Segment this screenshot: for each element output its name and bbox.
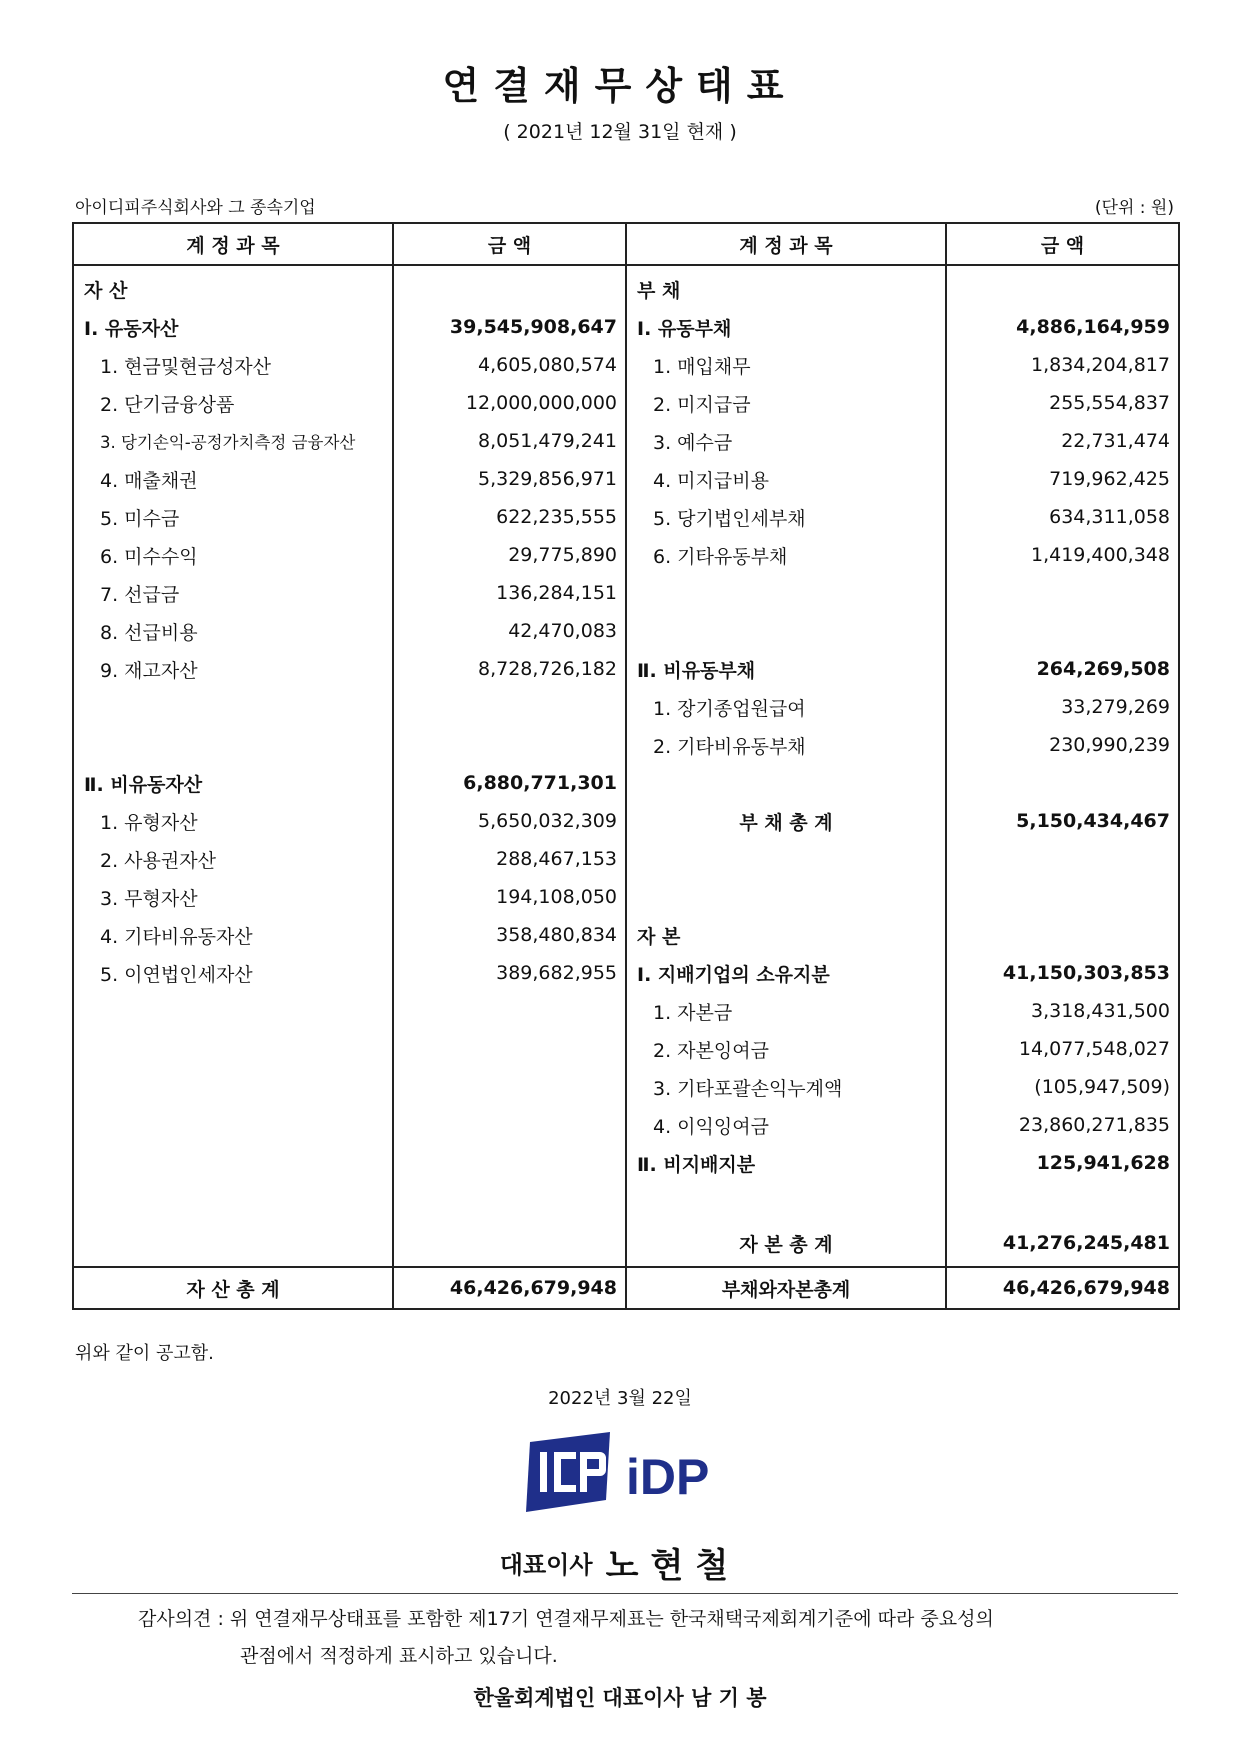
amount-cell: 288,467,153 xyxy=(393,840,626,878)
table-row xyxy=(73,764,1179,802)
amount-cell: 136,284,151 xyxy=(393,574,626,612)
account-cell xyxy=(73,1144,393,1182)
table-row xyxy=(73,346,1179,384)
account-cell: 3. 예수금 xyxy=(626,422,946,460)
report-date: ( 2021년 12월 31일 현재 ) xyxy=(503,121,737,143)
ceo-name: 노현철 xyxy=(605,1546,741,1586)
account-cell xyxy=(626,612,946,650)
account-cell: Ⅰ. 유동자산 xyxy=(73,308,393,346)
account-cell xyxy=(73,1182,393,1220)
table-row xyxy=(73,1106,1179,1144)
amount-cell xyxy=(946,574,1179,612)
amount-cell: 1,834,204,817 xyxy=(946,346,1179,384)
document-title: 연결재무상태표 xyxy=(442,64,798,108)
amount-cell xyxy=(946,265,1179,308)
amount-cell xyxy=(393,1106,626,1144)
public-notice: 위와 같이 공고함. xyxy=(75,1343,214,1364)
account-cell: 4. 매출채권 xyxy=(73,460,393,498)
amount-cell xyxy=(946,916,1179,954)
account-cell xyxy=(73,688,393,726)
account-cell: Ⅰ. 유동부채 xyxy=(626,308,946,346)
signature-date: 2022년 3월 22일 xyxy=(548,1388,692,1409)
idp-logo-text: iDP xyxy=(626,1449,710,1505)
idp-logo-mark-icon xyxy=(526,1432,610,1512)
account-cell: 5. 당기법인세부채 xyxy=(626,498,946,536)
header-assets-account: 계 정 과 목 xyxy=(73,223,393,265)
table-row xyxy=(73,916,1179,954)
amount-cell: 4,886,164,959 xyxy=(946,308,1179,346)
amount-cell: 22,731,474 xyxy=(946,422,1179,460)
table-row xyxy=(73,878,1179,916)
amount-cell: 358,480,834 xyxy=(393,916,626,954)
account-cell xyxy=(73,1068,393,1106)
account-cell: 7. 선급금 xyxy=(73,574,393,612)
account-cell: Ⅰ. 지배기업의 소유지분 xyxy=(626,954,946,992)
amount-cell xyxy=(393,265,626,308)
table-row xyxy=(73,384,1179,422)
account-cell: 부 채 총 계 xyxy=(626,802,946,840)
account-cell: 4. 기타비유동자산 xyxy=(73,916,393,954)
amount-cell: 125,941,628 xyxy=(946,1144,1179,1182)
amount-cell: 23,860,271,835 xyxy=(946,1106,1179,1144)
header-assets-amount: 금 액 xyxy=(393,223,626,265)
table-row xyxy=(73,422,1179,460)
amount-cell xyxy=(393,992,626,1030)
amount-cell: 5,329,856,971 xyxy=(393,460,626,498)
total-liab-equity-value: 46,426,679,948 xyxy=(946,1267,1179,1309)
table-row xyxy=(73,688,1179,726)
amount-cell: 634,311,058 xyxy=(946,498,1179,536)
amount-cell: 622,235,555 xyxy=(393,498,626,536)
amount-cell xyxy=(946,1182,1179,1220)
account-cell xyxy=(73,726,393,764)
account-cell: 자 본 xyxy=(626,916,946,954)
amount-cell xyxy=(393,1144,626,1182)
amount-cell xyxy=(946,878,1179,916)
amount-cell: 230,990,239 xyxy=(946,726,1179,764)
amount-cell: 3,318,431,500 xyxy=(946,992,1179,1030)
table-row xyxy=(73,536,1179,574)
account-cell: Ⅱ. 비유동부채 xyxy=(626,650,946,688)
account-cell: 자 본 총 계 xyxy=(626,1220,946,1267)
amount-cell: 719,962,425 xyxy=(946,460,1179,498)
amount-cell: 8,728,726,182 xyxy=(393,650,626,688)
table-row xyxy=(73,460,1179,498)
total-liab-equity-label: 부채와자본총계 xyxy=(626,1267,946,1309)
amount-cell xyxy=(946,840,1179,878)
idp-logo xyxy=(518,1428,738,1518)
amount-cell: 41,150,303,853 xyxy=(946,954,1179,992)
account-cell: Ⅱ. 비유동자산 xyxy=(73,764,393,802)
balance-sheet-table xyxy=(72,222,1180,1310)
amount-cell: 4,605,080,574 xyxy=(393,346,626,384)
totals-row xyxy=(73,1267,1179,1309)
table-row xyxy=(73,498,1179,536)
account-cell: 부 채 xyxy=(626,265,946,308)
header-liabilities-account: 계 정 과 목 xyxy=(626,223,946,265)
account-cell xyxy=(626,1182,946,1220)
table-row xyxy=(73,265,1179,308)
account-cell: 1. 매입채무 xyxy=(626,346,946,384)
amount-cell xyxy=(946,612,1179,650)
amount-cell: 33,279,269 xyxy=(946,688,1179,726)
account-cell: 6. 기타유동부채 xyxy=(626,536,946,574)
amount-cell xyxy=(946,764,1179,802)
amount-cell xyxy=(393,1220,626,1267)
account-cell: 4. 이익잉여금 xyxy=(626,1106,946,1144)
account-cell xyxy=(73,1106,393,1144)
table-row xyxy=(73,1144,1179,1182)
amount-cell: 389,682,955 xyxy=(393,954,626,992)
table-header-row xyxy=(73,223,1179,265)
account-cell: 2. 자본잉여금 xyxy=(626,1030,946,1068)
amount-cell: 12,000,000,000 xyxy=(393,384,626,422)
amount-cell: (105,947,509) xyxy=(946,1068,1179,1106)
account-cell xyxy=(73,1220,393,1267)
account-cell: 1. 현금및현금성자산 xyxy=(73,346,393,384)
amount-cell: 8,051,479,241 xyxy=(393,422,626,460)
balance-sheet-body xyxy=(73,265,1179,1267)
header-liabilities-amount: 금 액 xyxy=(946,223,1179,265)
account-cell: 1. 유형자산 xyxy=(73,802,393,840)
amount-cell xyxy=(393,726,626,764)
table-row xyxy=(73,802,1179,840)
account-cell xyxy=(626,840,946,878)
account-cell: 2. 단기금융상품 xyxy=(73,384,393,422)
table-row xyxy=(73,612,1179,650)
account-cell: 5. 미수금 xyxy=(73,498,393,536)
account-cell xyxy=(73,992,393,1030)
table-row xyxy=(73,1068,1179,1106)
account-cell: 9. 재고자산 xyxy=(73,650,393,688)
account-cell: 4. 미지급비용 xyxy=(626,460,946,498)
account-cell: 1. 자본금 xyxy=(626,992,946,1030)
amount-cell: 29,775,890 xyxy=(393,536,626,574)
table-row xyxy=(73,574,1179,612)
table-row xyxy=(73,992,1179,1030)
ceo-signature xyxy=(0,1538,1240,1587)
amount-cell: 41,276,245,481 xyxy=(946,1220,1179,1267)
amount-cell: 5,650,032,309 xyxy=(393,802,626,840)
account-cell: 2. 사용권자산 xyxy=(73,840,393,878)
amount-cell xyxy=(393,1068,626,1106)
total-assets-value: 46,426,679,948 xyxy=(393,1267,626,1309)
ceo-role: 대표이사 xyxy=(499,1551,593,1579)
table-row xyxy=(73,1030,1179,1068)
table-row xyxy=(73,840,1179,878)
account-cell xyxy=(626,574,946,612)
account-cell: 3. 당기손익-공정가치측정 금융자산 xyxy=(73,422,393,460)
account-cell xyxy=(626,764,946,802)
table-row xyxy=(73,308,1179,346)
account-cell: 1. 장기종업원급여 xyxy=(626,688,946,726)
footer-divider xyxy=(72,1593,1178,1594)
table-row xyxy=(73,954,1179,992)
amount-cell: 5,150,434,467 xyxy=(946,802,1179,840)
amount-cell: 6,880,771,301 xyxy=(393,764,626,802)
audit-opinion-line2: 관점에서 적정하게 표시하고 있습니다. xyxy=(240,1645,558,1667)
currency-unit: (단위 : 원) xyxy=(1094,198,1174,218)
table-row xyxy=(73,726,1179,764)
account-cell: Ⅱ. 비지배지분 xyxy=(626,1144,946,1182)
account-cell: 8. 선급비용 xyxy=(73,612,393,650)
amount-cell: 14,077,548,027 xyxy=(946,1030,1179,1068)
account-cell xyxy=(626,878,946,916)
table-row xyxy=(73,1220,1179,1267)
account-cell: 3. 무형자산 xyxy=(73,878,393,916)
amount-cell: 39,545,908,647 xyxy=(393,308,626,346)
amount-cell: 1,419,400,348 xyxy=(946,536,1179,574)
account-cell: 5. 이연법인세자산 xyxy=(73,954,393,992)
table-row xyxy=(73,1182,1179,1220)
amount-cell: 255,554,837 xyxy=(946,384,1179,422)
amount-cell xyxy=(393,688,626,726)
total-assets-label: 자 산 총 계 xyxy=(73,1267,393,1309)
account-cell: 6. 미수수익 xyxy=(73,536,393,574)
amount-cell: 42,470,083 xyxy=(393,612,626,650)
account-cell xyxy=(73,1030,393,1068)
auditor-signature: 한울회계법인 대표이사 남 기 봉 xyxy=(473,1686,767,1710)
account-cell: 3. 기타포괄손익누계액 xyxy=(626,1068,946,1106)
table-row xyxy=(73,650,1179,688)
audit-opinion-line1: 감사의견 : 위 연결재무상태표를 포함한 제17기 연결재무제표는 한국채택국제회계기준에 따라 중요성의 xyxy=(138,1608,994,1630)
amount-cell xyxy=(393,1182,626,1220)
account-cell: 2. 기타비유동부채 xyxy=(626,726,946,764)
amount-cell: 264,269,508 xyxy=(946,650,1179,688)
company-name: 아이디피주식회사와 그 종속기업 xyxy=(75,198,316,218)
account-cell: 자 산 xyxy=(73,265,393,308)
account-cell: 2. 미지급금 xyxy=(626,384,946,422)
amount-cell xyxy=(393,1030,626,1068)
amount-cell: 194,108,050 xyxy=(393,878,626,916)
